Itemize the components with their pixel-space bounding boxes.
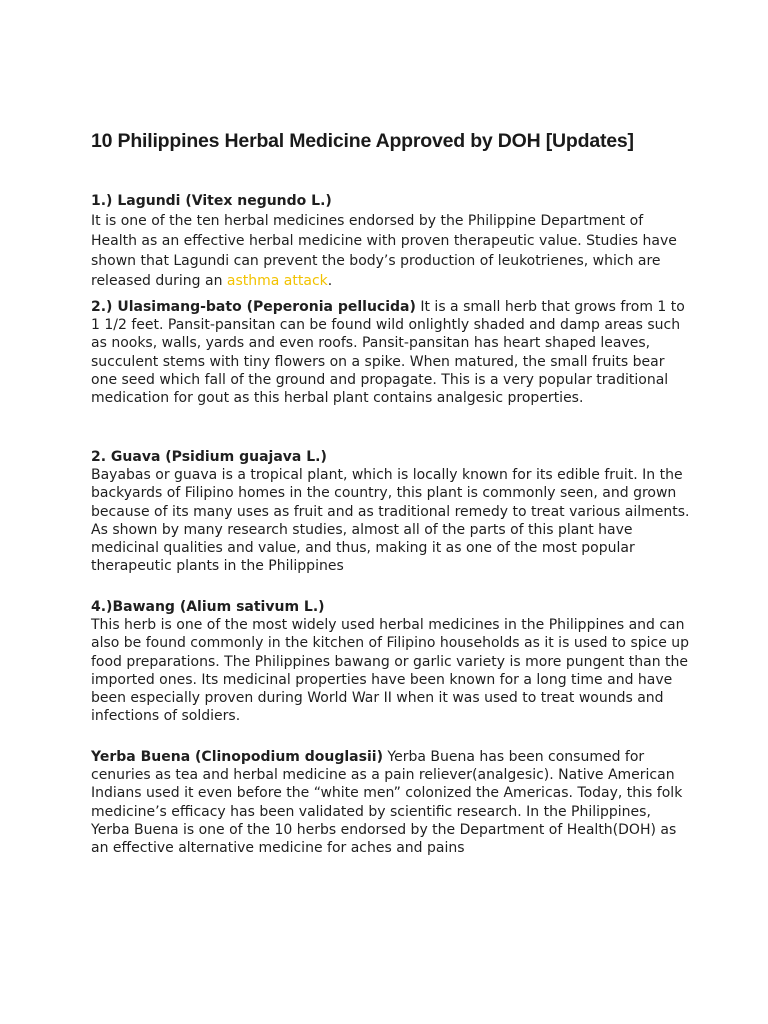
section-guava xyxy=(91,448,691,575)
section-body-end: . xyxy=(327,273,333,289)
section-yerba-buena xyxy=(91,748,691,857)
page-title: 10 Philippines Herbal Medicine Approved by DOH [Updates] xyxy=(91,130,634,152)
section-body xyxy=(91,748,691,857)
section-body-text: It is a small herb that grows from 1 to 1 1/2 feet. Pansit-pansitan can be found wild onlightly shaded and damp areas such as nooks, walls, yards and even roofs. Pansit-pansitan has heart shaped leaves, succulent stems with tiny flowers on a spike. When matured, the small fruits bear one seed which fall of the ground and propagate. This is a very popular traditional medication for gout as this herbal plant contains analgesic properties. xyxy=(91,299,685,407)
section-ulasimang-bato xyxy=(91,298,691,407)
section-heading: 2.) Ulasimang-bato (Peperonia pellucida) xyxy=(91,299,416,315)
section-body-text: It is one of the ten herbal medicines endorsed by the Philippine Department of Health as an effective herbal medicine with proven therapeutic value. Studies have shown that Lagundi can prevent the body’s production of leukotrienes, which are released during an xyxy=(91,213,677,289)
section-body xyxy=(91,211,691,291)
section-heading: 4.)Bawang (Alium sativum L.) xyxy=(91,599,325,615)
asthma-attack-link[interactable]: asthma attack xyxy=(226,273,328,289)
section-body xyxy=(91,298,691,407)
section-body-text: Yerba Buena has been consumed for cenuries as tea and herbal medicine as a pain reliever(analgesic). Native American Indians used it even before the “white men” colonized the Americas. Today, this folk medicine’s efficacy has been validated by scientific research. In the Philippines, Yerba Buena is one of the 10 herbs endorsed by the Department of Health(DOH) as an effective alternative medicine for aches and pains xyxy=(91,749,683,857)
section-heading: 2. Guava (Psidium guajava L.) xyxy=(91,449,327,465)
section-body: Bayabas or guava is a tropical plant, which is locally known for its edible fruit. In the backyards of Filipino homes in the country, this plant is commonly seen, and grown because of its many uses as fruit and as traditional remedy to treat various ailments. As shown by many research studies, almost all of the parts of this plant have medicinal qualities and value, and thus, making it as one of the most popular therapeutic plants in the Philippines xyxy=(91,467,690,575)
section-heading: Yerba Buena (Clinopodium douglasii) xyxy=(91,749,383,765)
section-heading: 1.) Lagundi (Vitex negundo L.) xyxy=(91,193,332,209)
section-lagundi xyxy=(91,191,691,291)
section-body: This herb is one of the most widely used herbal medicines in the Philippines and can also be found commonly in the kitchen of Filipino households as it is used to spice up food preparations. The Philippines bawang or garlic variety is more pungent than the imported ones. Its medicinal properties have been known for a long time and have been especially proven during World War II when it was used to treat wounds and infections of soldiers. xyxy=(91,617,690,725)
section-bawang xyxy=(91,598,691,725)
